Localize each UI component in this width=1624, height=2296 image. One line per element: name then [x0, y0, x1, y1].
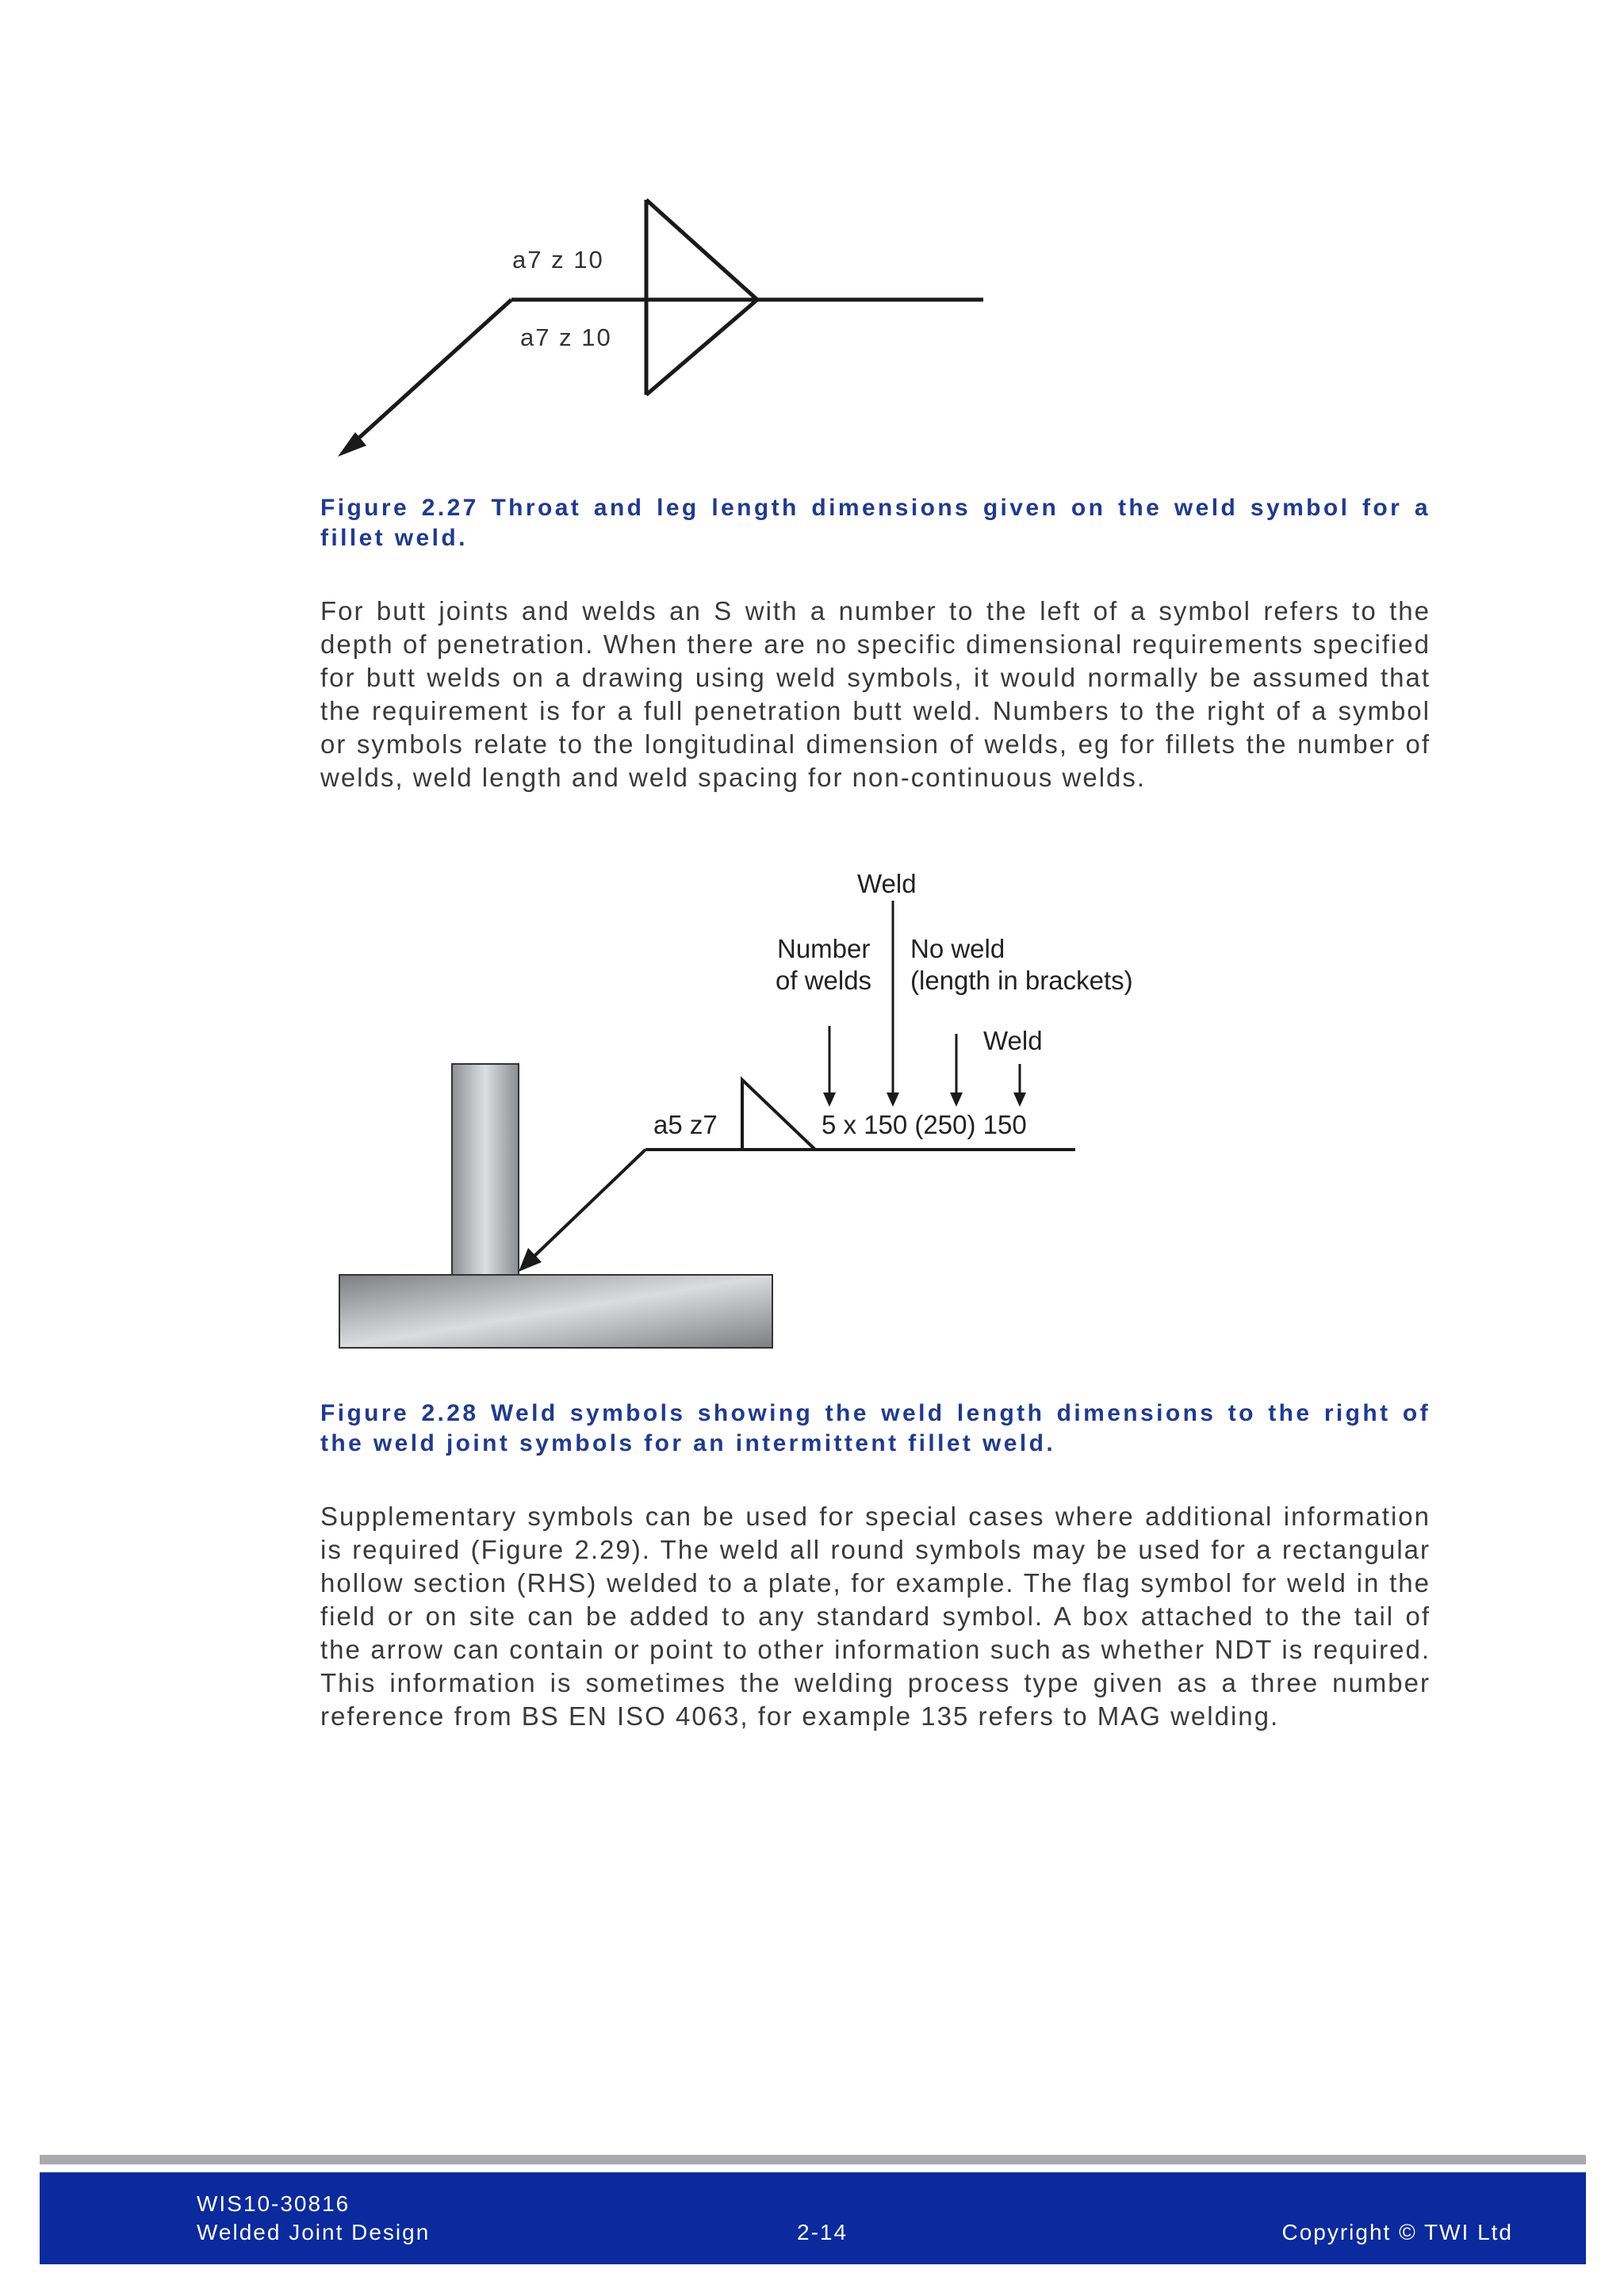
- footer-rule: [40, 2155, 1586, 2164]
- arrow-weld-right-icon: [1013, 1093, 1026, 1107]
- figure-2-27-caption: Figure 2.27 Throat and leg length dimensions given on the weld symbol for a fillet weld.: [320, 495, 1431, 551]
- label-no-weld-line2: (length in brackets): [910, 966, 1133, 995]
- arrow-line: [531, 1150, 645, 1259]
- arrow-weld-top-icon: [887, 1093, 899, 1107]
- page-footer: [40, 2172, 1586, 2264]
- figure-2-28-diagram: [317, 856, 1133, 1364]
- upper-weld-label: a7 z 10: [512, 246, 604, 274]
- footer-doc-title: Welded Joint Design: [197, 2220, 431, 2244]
- arrow-no-weld-icon: [950, 1093, 963, 1107]
- label-weld-top: Weld: [857, 869, 917, 898]
- symbol-right-label: 5 x 150 (250) 150: [822, 1110, 1027, 1139]
- footer-page-number: 2-14: [797, 2220, 848, 2244]
- label-number-line2: of welds: [776, 966, 872, 995]
- paragraph-butt-joints: For butt joints and welds an S with a number to the left of a symbol refers to the depth of penetration. When there are no specific dimensional requirements specified for butt welds on a drawing using weld symbols, it would normally be assumed that the requirement is for a full penetration butt weld. Numbers to the right of a symbol or symbols relate to the longitudinal dimension of welds, eg for fillets the number of welds, weld length and weld spacing for non-continuous welds.: [320, 596, 1431, 792]
- label-number-line1: Number: [777, 934, 871, 963]
- symbol-left-label: a5 z7: [653, 1110, 718, 1139]
- footer-copyright: Copyright © TWI Ltd: [1281, 2220, 1513, 2244]
- lower-weld-label: a7 z 10: [520, 323, 612, 351]
- label-weld-right: Weld: [983, 1026, 1043, 1055]
- footer-doc-code: WIS10-30816: [197, 2191, 350, 2216]
- figure-2-27-diagram: [317, 190, 999, 460]
- figure-2-28-caption: Figure 2.28 Weld symbols showing the weld length dimensions to the right of the weld joint symbols for an intermittent fillet weld.: [320, 1400, 1431, 1456]
- arrow-line: [350, 300, 511, 446]
- base-plate: [339, 1275, 772, 1348]
- label-no-weld-line1: No weld: [910, 934, 1005, 963]
- paragraph-supplementary-symbols: Supplementary symbols can be used for special cases where additional information is required (Figure 2.29). The weld all round symbols may be used for a rectangular hollow section (RHS) welded to a plate, for example. The flag symbol for weld in the field or on site can be added to any standard symbol. A box attached to the tail of the arrow can contain or point to other information such as whether NDT is required. This information is sometimes the welding process type given as a three number reference from BS EN ISO 4063, for example 135 refers to MAG welding.: [320, 1502, 1431, 1731]
- arrow-number-of-welds-icon: [823, 1093, 836, 1107]
- fillet-symbol-pair: [646, 200, 757, 395]
- fillet-weld-symbol: [742, 1080, 815, 1150]
